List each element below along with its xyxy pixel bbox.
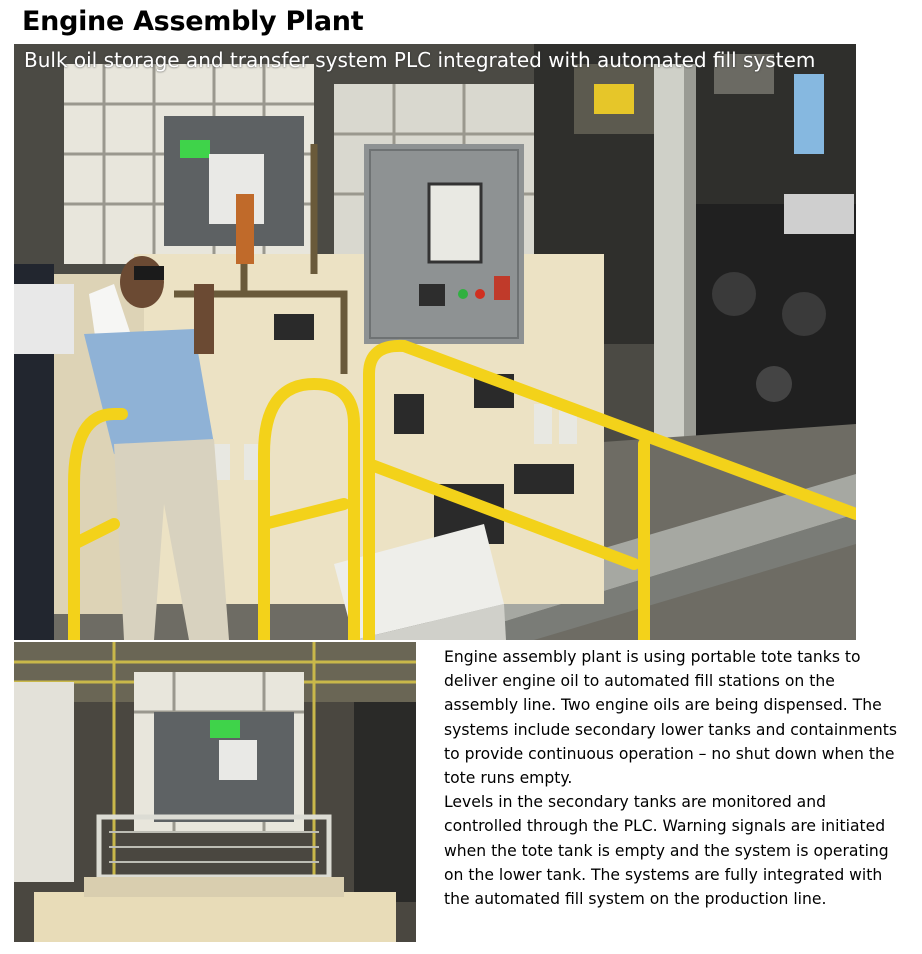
photo-caption: Bulk oil storage and transfer system PLC integrated with automated fill system [24, 48, 816, 72]
description-paragraph-2: Levels in the secondary tanks are monitored and controlled through the PLC. Warning signals are initiated when the tote tank is empty and the system is operating on the lower tank. The systems are fully integrated with the automated fill system on the production line. [444, 793, 889, 909]
tote-tank-illustration [14, 642, 416, 942]
oil-system-illustration [14, 44, 856, 640]
main-photo [14, 44, 856, 640]
description [444, 645, 904, 911]
tote-tank-photo [14, 642, 416, 942]
page-title: Engine Assembly Plant [22, 6, 364, 37]
description-paragraph-1: Engine assembly plant is using portable tote tanks to deliver engine oil to automated fill stations on the assembly line. Two engine oils are being dispensed. The systems include secondary lower tanks and containments to provide continuous operation – no shut down when the tote runs empty. [444, 648, 898, 788]
